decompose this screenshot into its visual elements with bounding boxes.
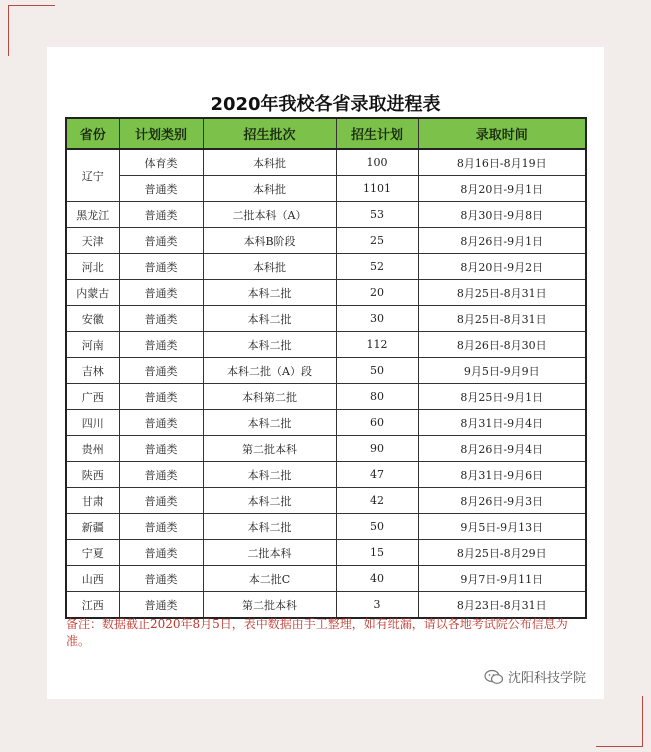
province-cell: 安徽 xyxy=(66,306,119,332)
batch-cell: 第二批本科 xyxy=(203,436,336,462)
plan-cell: 47 xyxy=(336,462,418,488)
category-cell: 普通类 xyxy=(119,514,203,540)
header-plan: 招生计划 xyxy=(336,118,418,149)
header-category: 计划类别 xyxy=(119,118,203,149)
table-row xyxy=(66,254,586,280)
batch-cell: 本科二批（A）段 xyxy=(203,358,336,384)
time-cell: 9月5日-9月9日 xyxy=(418,358,586,384)
batch-cell: 本科二批 xyxy=(203,488,336,514)
frame-corner-bottom-right xyxy=(596,696,643,747)
province-cell: 山西 xyxy=(66,566,119,592)
table-row xyxy=(66,306,586,332)
time-cell: 8月30日-9月8日 xyxy=(418,202,586,228)
batch-cell: 本科二批 xyxy=(203,306,336,332)
category-cell: 普通类 xyxy=(119,202,203,228)
table-row xyxy=(66,202,586,228)
province-cell: 广西 xyxy=(66,384,119,410)
batch-cell: 二批本科 xyxy=(203,540,336,566)
plan-cell: 50 xyxy=(336,514,418,540)
table-title: 2020年我校各省录取进程表 xyxy=(210,94,441,115)
category-cell: 普通类 xyxy=(119,436,203,462)
batch-cell: 本科批 xyxy=(203,254,336,280)
brand-name: 沈阳科技学院 xyxy=(508,671,587,686)
time-cell: 8月25日-9月1日 xyxy=(418,384,586,410)
plan-cell: 53 xyxy=(336,202,418,228)
wechat-icon xyxy=(484,669,504,685)
plan-cell: 60 xyxy=(336,410,418,436)
province-cell: 天津 xyxy=(66,228,119,254)
batch-cell: 第二批本科 xyxy=(203,592,336,619)
province-cell: 四川 xyxy=(66,410,119,436)
time-cell: 8月16日-8月19日 xyxy=(418,149,586,176)
table-row xyxy=(66,176,586,202)
plan-cell: 3 xyxy=(336,592,418,619)
province-cell: 贵州 xyxy=(66,436,119,462)
province-cell: 陕西 xyxy=(66,462,119,488)
category-cell: 普通类 xyxy=(119,280,203,306)
category-cell: 普通类 xyxy=(119,488,203,514)
plan-cell: 42 xyxy=(336,488,418,514)
category-cell: 体育类 xyxy=(119,149,203,176)
province-cell: 内蒙古 xyxy=(66,280,119,306)
plan-cell: 20 xyxy=(336,280,418,306)
category-cell: 普通类 xyxy=(119,384,203,410)
plan-cell: 100 xyxy=(336,149,418,176)
category-cell: 普通类 xyxy=(119,306,203,332)
province-cell: 辽宁 xyxy=(66,149,119,202)
plan-cell: 40 xyxy=(336,566,418,592)
plan-cell: 30 xyxy=(336,306,418,332)
batch-cell: 本科二批 xyxy=(203,462,336,488)
time-cell: 8月26日-9月4日 xyxy=(418,436,586,462)
category-cell: 普通类 xyxy=(119,462,203,488)
batch-cell: 本科批 xyxy=(203,149,336,176)
time-cell: 9月7日-9月11日 xyxy=(418,566,586,592)
province-cell: 河南 xyxy=(66,332,119,358)
plan-cell: 50 xyxy=(336,358,418,384)
batch-cell: 本科二批 xyxy=(203,514,336,540)
table-row xyxy=(66,540,586,566)
province-cell: 江西 xyxy=(66,592,119,619)
header-batch: 招生批次 xyxy=(203,118,336,149)
province-cell: 吉林 xyxy=(66,358,119,384)
table-row xyxy=(66,358,586,384)
plan-cell: 112 xyxy=(336,332,418,358)
time-cell: 8月25日-8月31日 xyxy=(418,280,586,306)
table-row xyxy=(66,410,586,436)
time-cell: 8月20日-9月1日 xyxy=(418,176,586,202)
batch-cell: 本科二批 xyxy=(203,332,336,358)
admission-table xyxy=(65,117,587,619)
plan-cell: 80 xyxy=(336,384,418,410)
batch-cell: 本二批C xyxy=(203,566,336,592)
category-cell: 普通类 xyxy=(119,176,203,202)
batch-cell: 本科二批 xyxy=(203,410,336,436)
table-row xyxy=(66,488,586,514)
category-cell: 普通类 xyxy=(119,254,203,280)
table-row xyxy=(66,384,586,410)
batch-cell: 本科第二批 xyxy=(203,384,336,410)
category-cell: 普通类 xyxy=(119,566,203,592)
category-cell: 普通类 xyxy=(119,592,203,619)
time-cell: 8月31日-9月4日 xyxy=(418,410,586,436)
plan-cell: 52 xyxy=(336,254,418,280)
time-cell: 9月5日-9月13日 xyxy=(418,514,586,540)
table-body xyxy=(66,149,586,618)
batch-cell: 本科B阶段 xyxy=(203,228,336,254)
footnote: 备注：数据截止2020年8月5日，表中数据由手工整理，如有纰漏，请以各地考试院公布信息为准。 xyxy=(66,617,568,648)
time-cell: 8月25日-8月29日 xyxy=(418,540,586,566)
category-cell: 普通类 xyxy=(119,410,203,436)
province-cell: 河北 xyxy=(66,254,119,280)
time-cell: 8月20日-9月2日 xyxy=(418,254,586,280)
table-row xyxy=(66,436,586,462)
time-cell: 8月23日-8月31日 xyxy=(418,592,586,619)
table-row xyxy=(66,514,586,540)
time-cell: 8月26日-9月1日 xyxy=(418,228,586,254)
province-cell: 新疆 xyxy=(66,514,119,540)
category-cell: 普通类 xyxy=(119,540,203,566)
plan-cell: 15 xyxy=(336,540,418,566)
plan-cell: 1101 xyxy=(336,176,418,202)
table-row xyxy=(66,280,586,306)
table-row xyxy=(66,566,586,592)
plan-cell: 25 xyxy=(336,228,418,254)
category-cell: 普通类 xyxy=(119,228,203,254)
table-row xyxy=(66,149,586,176)
batch-cell: 本科二批 xyxy=(203,280,336,306)
time-cell: 8月31日-9月6日 xyxy=(418,462,586,488)
category-cell: 普通类 xyxy=(119,358,203,384)
province-cell: 宁夏 xyxy=(66,540,119,566)
header-province: 省份 xyxy=(66,118,119,149)
brand-watermark xyxy=(484,667,586,686)
province-cell: 黑龙江 xyxy=(66,202,119,228)
table-row xyxy=(66,592,586,619)
time-cell: 8月25日-8月31日 xyxy=(418,306,586,332)
batch-cell: 本科批 xyxy=(203,176,336,202)
table-row xyxy=(66,228,586,254)
time-cell: 8月26日-8月30日 xyxy=(418,332,586,358)
table-row xyxy=(66,462,586,488)
header-time: 录取时间 xyxy=(418,118,586,149)
province-cell: 甘肃 xyxy=(66,488,119,514)
category-cell: 普通类 xyxy=(119,332,203,358)
time-cell: 8月26日-9月3日 xyxy=(418,488,586,514)
table-row xyxy=(66,332,586,358)
batch-cell: 二批本科（A） xyxy=(203,202,336,228)
plan-cell: 90 xyxy=(336,436,418,462)
table-header-row xyxy=(66,118,586,149)
